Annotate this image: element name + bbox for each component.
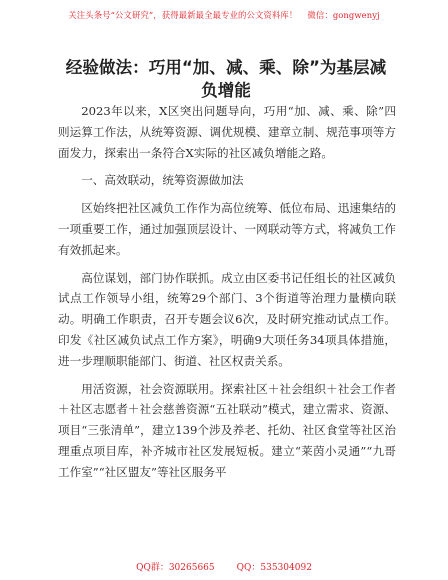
- footer-qq: QQ：535304092: [236, 563, 312, 573]
- document-body: [58, 101, 396, 490]
- body-paragraph: 区始终把社区减负工作作为高位统筹、低位布局、迅速集结的一项重要工作，通过加强顶层设计、一网联动等方式，将减负工作有效抓起来。: [58, 201, 396, 257]
- body-paragraph: 高位谋划，部门协作联抓。成立由区委书记任组长的社区减负试点工作领导小组，统筹29个部门、3个街道等治理力量横向联动。明确工作职责，召开专题会议6次，及时研究推动试点工作。印发《社区减负试点工作方案》，明确9大项任务34项具体措施，进一步理顺职能部门、街道、社区权责关系。: [58, 270, 396, 368]
- section-heading: 一、高效联动，统筹资源做加法: [81, 173, 244, 188]
- document-title: 经验做法：巧用“加、减、乘、除”为基层减负增能: [65, 58, 387, 100]
- intro-paragraph: 2023年以来，X区突出问题导向，巧用“加、减、乘、除”四则运算工作法，从统筹资源、调优规模、建章立制、规范事项等方面发力，探索出一条符合X实际的社区减负增能之路。: [58, 104, 396, 160]
- footer-contact: [0, 560, 448, 573]
- body-paragraph: 用活资源，社会资源联用。探索社区＋社会组织＋社会工作者＋社区志愿者＋社会慈善资源“五社联动”模式，建立需求、资源、项目“三张清单”，建立139个涉及养老、托幼、社区食堂等社区治理重点项目库，补齐城市社区发展短板。建立“莱茵小灵通”“九哥工作室”“社区盟友”等社区服务平: [58, 381, 396, 479]
- footer-qq-group: QQ群：30265665: [136, 563, 215, 573]
- header-wechat-text: 微信：gongwenyj: [307, 10, 380, 20]
- header-promo-text: 关注头条号“公文研究”，获得最新最全最专业的公文资料库！: [68, 10, 298, 20]
- header-banner: [0, 9, 448, 21]
